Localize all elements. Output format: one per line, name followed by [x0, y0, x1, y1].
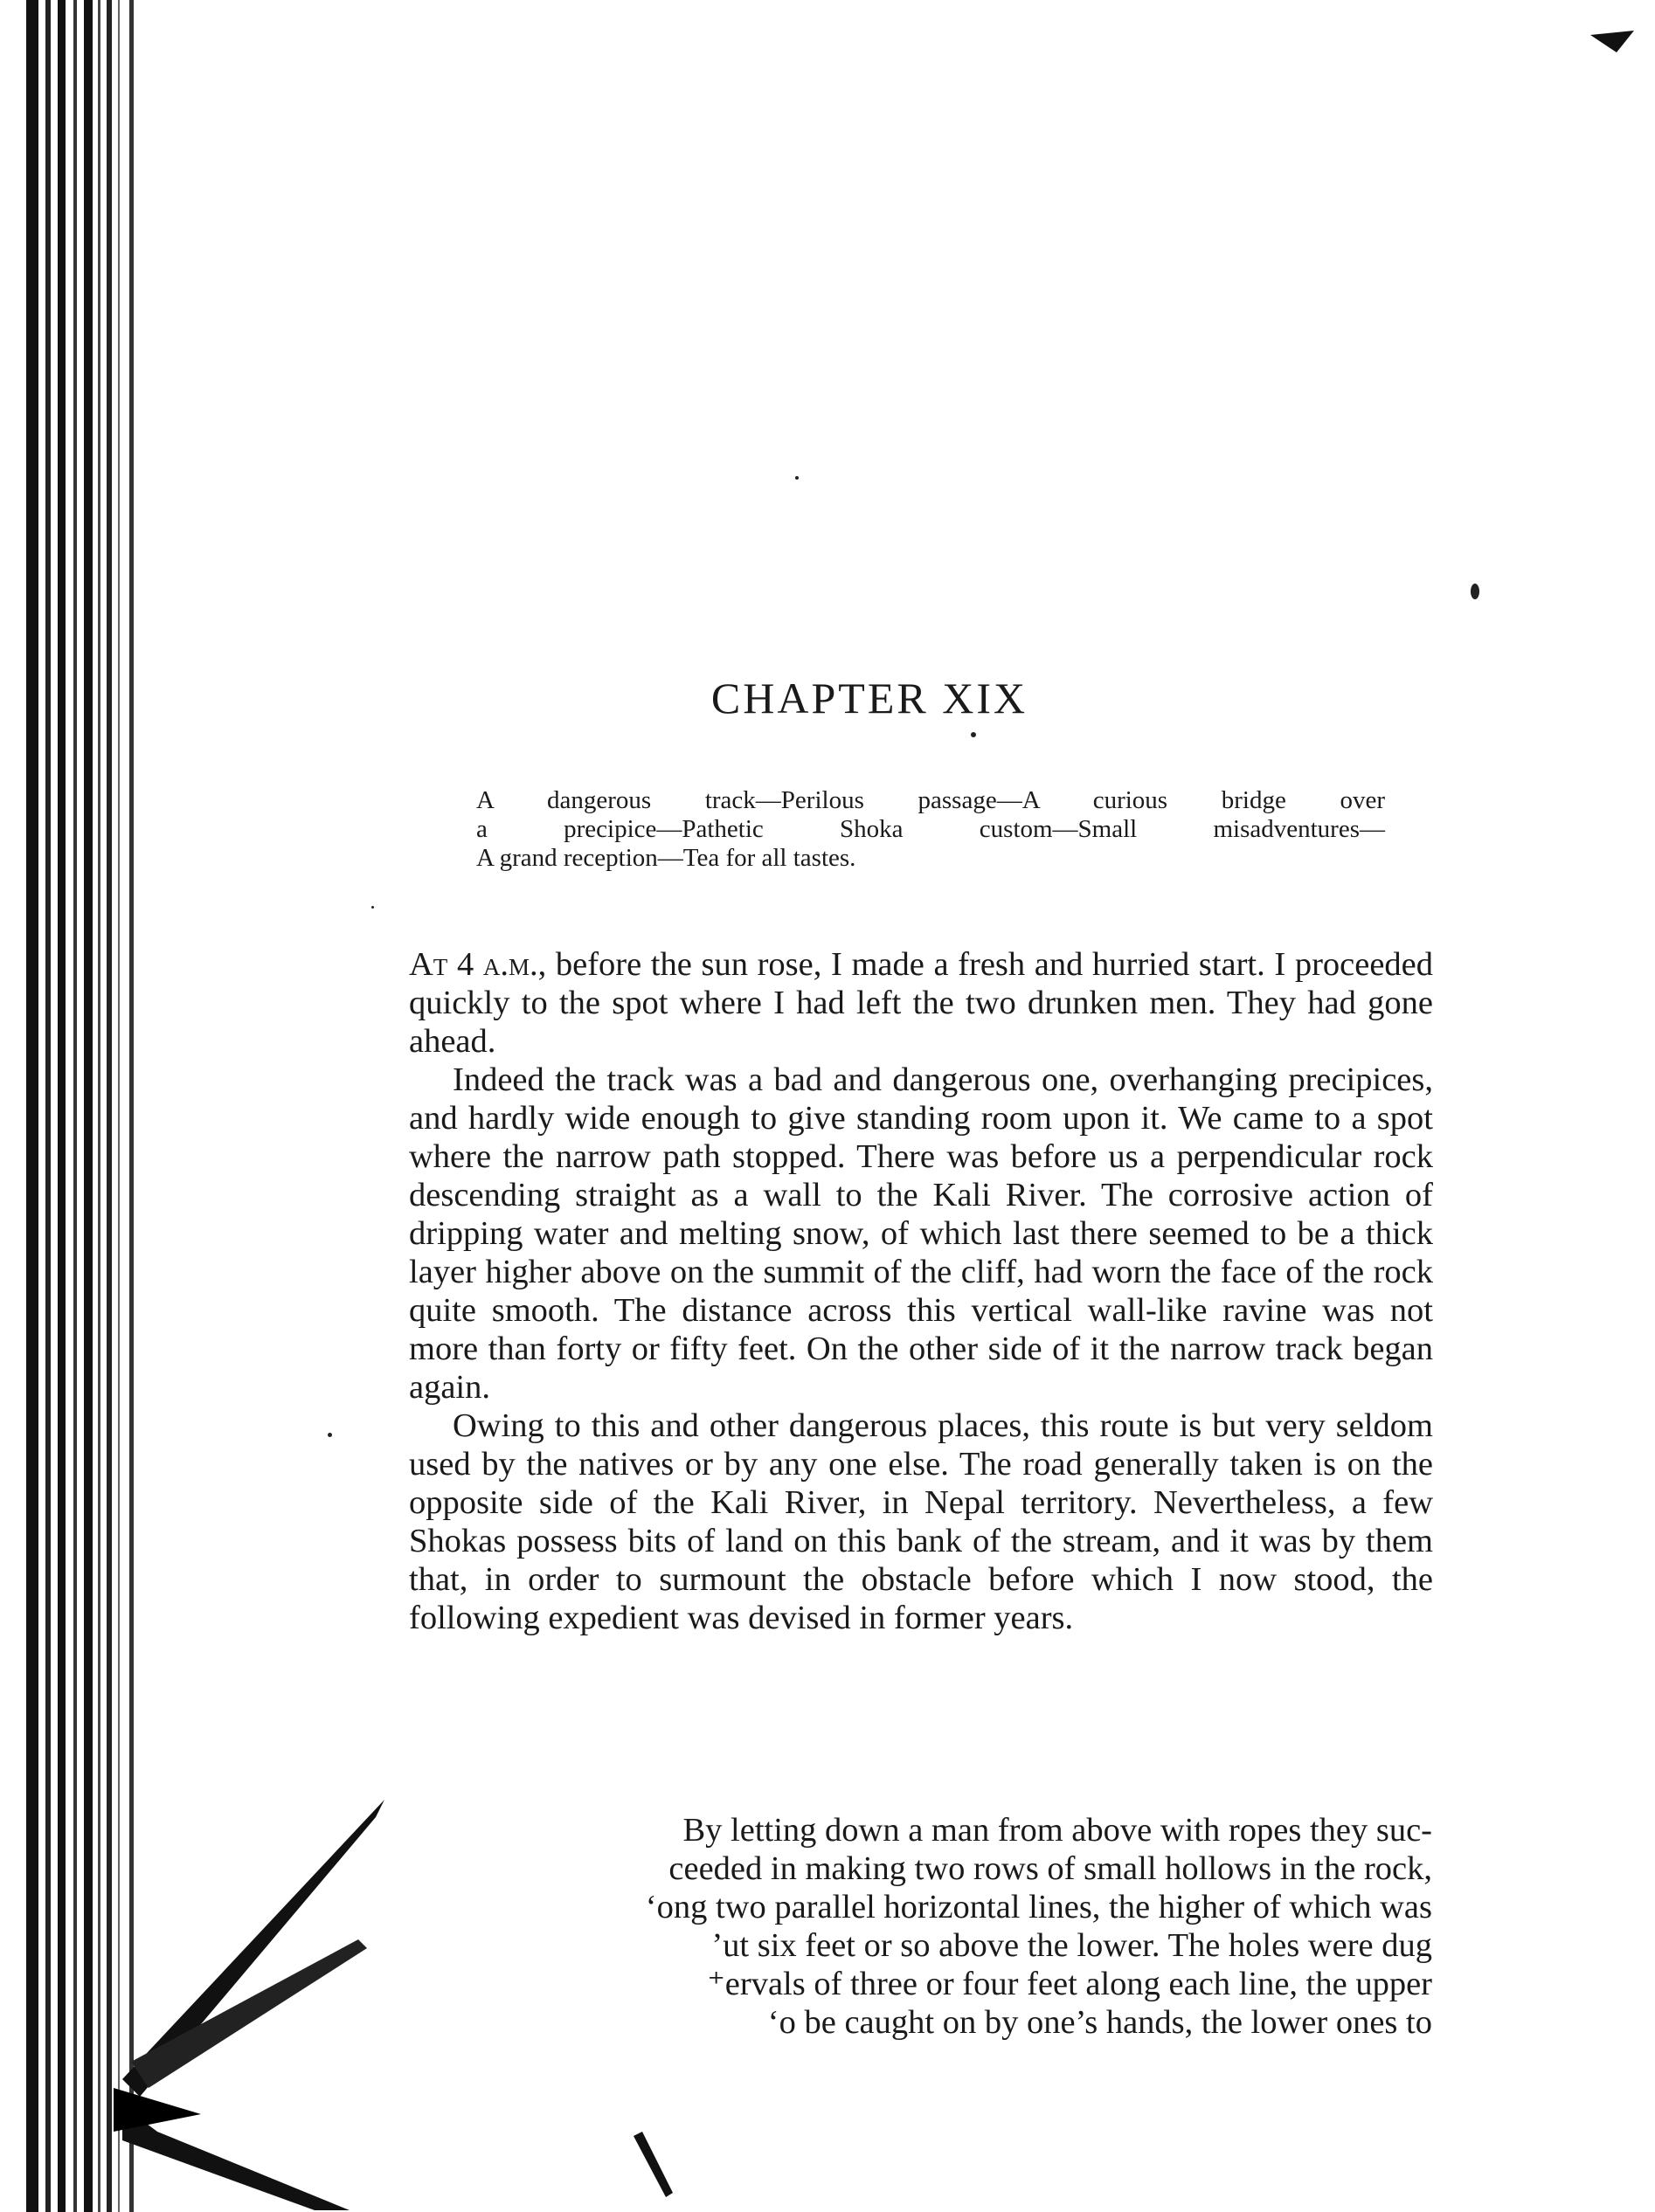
paragraph-1	[409, 945, 1433, 1061]
paragraph-4-line: ʼut six feet or so above the lower. The holes were dug	[711, 1927, 1432, 1964]
paragraph-2: Indeed the track was a bad and dangerous one, overhanging precipices, and hardly wide enough to give standing room upon it. We came to a spot where the narrow path stopped. There was before us a perpendicular rock descending straight as a wall to the Kali River. The corrosive action of dripping water and melting snow, of which last there seemed to be a thick layer higher above on the summit of the cliff, had worn the face of the rock quite smooth. The distance across this vertical wall-like ravine was not more than forty or fifty feet. On the other side of it the narrow track began again.	[409, 1061, 1433, 1406]
page-curl-shadow	[96, 1800, 428, 2210]
paragraph-4-line: ceeded in making two rows of small hollows in the rock,	[668, 1850, 1432, 1887]
paragraph-3: Owing to this and other dangerous places, this route is but very seldom used by the natives or by any one else. The road generally taken is on the opposite side of the Kali River, in Nepal territory. Nevertheless, a few Shokas possess bits of land on this bank of the stream, and it was by them that, in order to surmount the obstacle before which I now stood, the following expedient was devised in former years.	[409, 1407, 1433, 1636]
paragraph-4-line: By letting down a man from above with ropes they suc-	[682, 1812, 1432, 1849]
ink-speck	[1471, 584, 1479, 599]
ink-speck	[795, 476, 799, 480]
chapter-body	[409, 945, 1433, 1637]
scan-mark-top-right	[1590, 31, 1634, 57]
paragraph-4-line: ʻo be caught on by one’s hands, the lower ones to	[767, 2004, 1432, 2041]
ink-speck	[971, 732, 976, 737]
summary-line: A dangerous track—Perilous passage—A curious bridge over	[476, 786, 1385, 814]
time-reference: 4 a.m.	[456, 946, 538, 983]
drop-lead: At	[409, 946, 448, 983]
chapter-title: CHAPTER XIX	[710, 674, 1028, 722]
paragraph-4-line: ⁺ervals of three or four feet along each line, the upper	[707, 1966, 1432, 2002]
scan-mark-bottom	[629, 2132, 682, 2202]
chapter-summary	[476, 786, 1385, 873]
paragraph-4-line: ‘ong two parallel horizontal lines, the higher of which was	[645, 1889, 1432, 1925]
ink-speck	[328, 1433, 332, 1437]
ink-speck	[371, 906, 374, 909]
summary-line: a precipice—Pathetic Shoka custom—Small misadventures—	[476, 815, 1385, 843]
paragraph-1-text: , before the sun rose, I made a fresh and hurried start. I proceeded quickly to the spot where I had left the two drunken men. They had gone ahead.	[409, 946, 1434, 1060]
summary-line: A grand reception—Tea for all tastes.	[476, 844, 856, 872]
